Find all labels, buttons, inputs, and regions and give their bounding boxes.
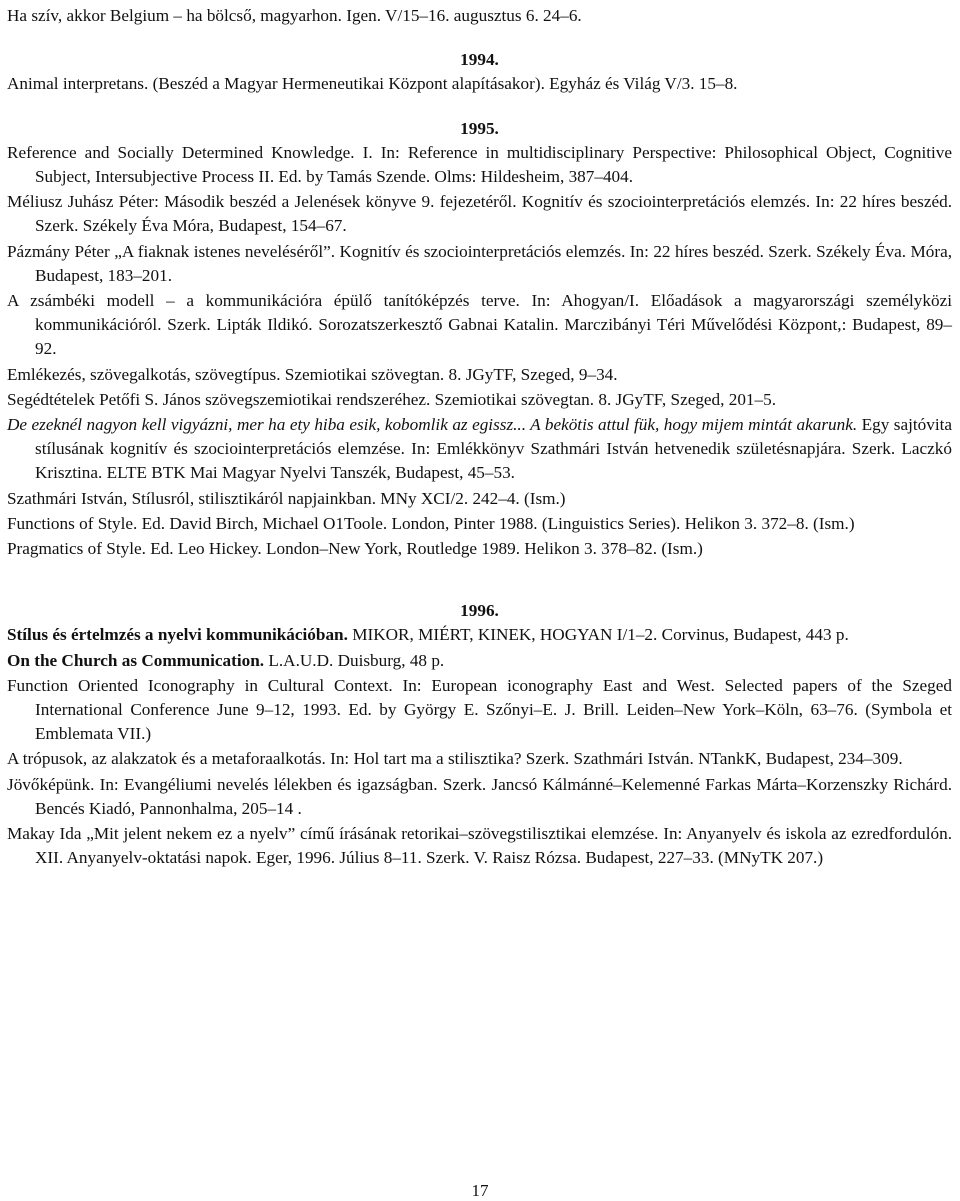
bibliography-entry: [7, 413, 952, 486]
bibliography-entry: [7, 537, 952, 561]
bibliography-entry: [7, 773, 952, 821]
bibliography-entry: [7, 289, 952, 362]
entry-text: Segédtételek Petőfi S. János szövegszemiotikai rendszeréhez. Szemiotikai szövegtan. 8. JGyTF, Szeged, 201–5.: [7, 389, 777, 409]
year-heading: 1996.: [460, 601, 499, 621]
entry-text: Méliusz Juhász Péter: Második beszéd a Jelenések könyve 9. fejezetéről. Kognitív és szociointerpretációs elemzés. In: 22 híres beszéd. Szerk. Székely Éva Móra, Budapest, 154–67.: [7, 192, 952, 236]
entry-title-italic: De ezeknél nagyon kell vigyázni, mer ha ety hiba esik, kobomlik az egissz... A bekötis attul fük, hogy mijem mintát akarunk.: [7, 415, 858, 435]
bibliography-entry: [7, 487, 952, 511]
bibliography-entry: [7, 512, 952, 536]
year-heading: 1995.: [460, 118, 499, 138]
entry-text: Makay Ida „Mit jelent nekem ez a nyelv” című írásának retorikai–szövegstilisztikai elemzése. In: Anyanyelv és iskola az ezredfordulón. XII. Anyanyelv-oktatási napok. Eger, 1996. Július 8–11. Szerk. V. Raisz Rózsa. Budapest, 227–33. (MNyTK 207.): [7, 824, 952, 868]
bibliography-entry: [7, 649, 952, 673]
entry-text: Ha szív, akkor Belgium – ha bölcső, magyarhon. Igen. V/15–16. augusztus 6. 24–6.: [7, 6, 582, 25]
bibliography-entry: [7, 623, 952, 647]
entry-text: Functions of Style. Ed. David Birch, Michael O1Toole. London, Pinter 1988. (Linguistics Series). Helikon 3. 372–8. (Ism.): [7, 513, 855, 533]
entry-title-bold: Stílus és értelmzés a nyelvi kommunikációban.: [7, 625, 348, 645]
entry-text: Emlékezés, szövegalkotás, szövegtípus. Szemiotikai szövegtan. 8. JGyTF, Szeged, 9–34.: [7, 364, 618, 384]
entry-text: Reference and Socially Determined Knowledge. I. In: Reference in multidisciplinary Perspective: Philosophical Object, Cognitive Subject, Intersubjective Process II. Ed. by Tamás Szende. Olms: Hildesheim, 387–404.: [7, 142, 952, 187]
entry-text: L.A.U.D. Duisburg, 48 p.: [264, 650, 445, 670]
bibliography-entry: [7, 822, 952, 870]
bibliography-entry: [7, 190, 952, 238]
entry-text: A trópusok, az alakzatok és a metaforaalkotás. In: Hol tart ma a stilisztika? Szerk. Szathmári István. NTankK, Budapest, 234–309.: [7, 749, 903, 769]
entry-text: Egy sajtóvita stílusának kognitív és szociointerpretációs elemzése. In: Emlékkönyv Szathmári István hetvenedik születésnapjára. Szerk. Laczkó Krisztina. ELTE BTK Mai Magyar Nyelvi Tanszék, Budapest, 45–53.: [35, 415, 953, 483]
bibliography-entry: [7, 4, 952, 28]
entry-text: Function Oriented Iconography in Cultural Context. In: European iconography East and West. Selected papers of the Szeged International Conference June 9–12, 1993. Ed. by György E. Szőnyi–E. J. Brill. Leiden–New York–Köln, 63–76. (Symbola et Emblemata VII.): [7, 675, 952, 744]
bibliography-entry: [7, 72, 952, 96]
bibliography-entry: [7, 240, 952, 288]
entry-text: Animal interpretans. (Beszéd a Magyar Hermeneutikai Központ alapításakor). Egyház és Világ V/3. 15–8.: [7, 74, 738, 94]
entry-text: Pázmány Péter „A fiaknak istenes neveléséről”. Kognitív és szociointerpretációs elemzés. In: 22 híres beszéd. Szerk. Székely Éva. Móra, Budapest, 183–201.: [7, 241, 952, 285]
page-number: 17: [471, 1181, 489, 1200]
bibliography-page: [7, 4, 952, 872]
bibliography-entry: [7, 388, 952, 412]
bibliography-entry: [7, 674, 952, 747]
year-heading: 1994.: [460, 50, 499, 70]
bibliography-entry: [7, 363, 952, 387]
entry-title-bold: On the Church as Communication.: [7, 650, 265, 670]
entry-text: Szathmári István, Stílusról, stilisztikáról napjainkban. MNy XCI/2. 242–4. (Ism.): [7, 488, 566, 508]
entry-text: MIKOR, MIÉRT, KINEK, HOGYAN I/1–2. Corvinus, Budapest, 443 p.: [347, 625, 849, 645]
entry-text: Pragmatics of Style. Ed. Leo Hickey. London–New York, Routledge 1989. Helikon 3. 378–82. (Ism.): [7, 539, 703, 559]
bibliography-entry: [7, 747, 952, 771]
bibliography-entry: [7, 141, 952, 189]
entry-text: A zsámbéki modell – a kommunikációra épülő tanítóképzés terve. In: Ahogyan/I. Előadások a magyarországi személyközi kommunikációról. Szerk. Lipták Ildikó. Sorozatszerkesztő Gabnai Katalin. Marczibányi Téri Művelődési Központ,: Budapest, 89–92.: [7, 291, 952, 359]
entry-text: Jövőképünk. In: Evangéliumi nevelés lélekben és igazságban. Szerk. Jancsó Kálmánné–Kelemenné Farkas Márta–Korzenszky Richárd. Bencés Kiadó, Pannonhalma, 205–14 .: [7, 774, 952, 818]
